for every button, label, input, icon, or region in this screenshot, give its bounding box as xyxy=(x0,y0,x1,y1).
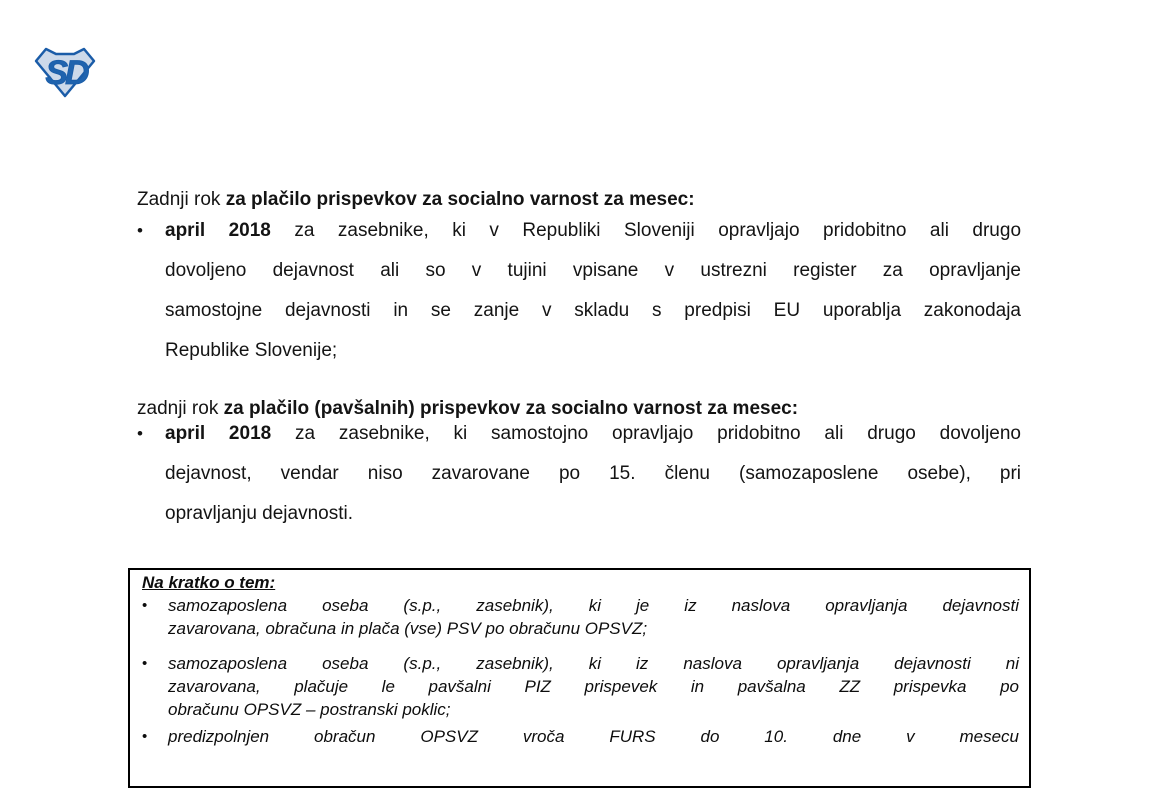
bullet-april-primary xyxy=(137,211,1021,371)
summary-box xyxy=(128,568,1031,788)
company-logo xyxy=(33,46,97,98)
summary-box-title: Na kratko o tem: xyxy=(142,573,276,592)
bullet-bold-lead: april 2018 xyxy=(165,423,272,444)
heading-bold-text: za plačilo (pavšalnih) prispevkov za socialno varnost za mesec: xyxy=(223,398,799,419)
heading-normal-text: zadnji rok xyxy=(137,398,224,419)
summary-bullet-clipped xyxy=(142,725,1019,748)
deadline-heading-primary xyxy=(137,188,1021,212)
text-line: dovoljeno dejavnost ali so v tujini vpisane v ustrezni register za opravljanje xyxy=(165,260,1021,281)
summary-bullet xyxy=(142,652,1019,721)
bullet-line-rest: za zasebnike, ki samostojno opravljajo pridobitno ali drugo dovoljeno xyxy=(271,423,1021,444)
bullet-icon: • xyxy=(142,655,148,672)
text-line xyxy=(165,414,1021,454)
text-line: zavarovana, plačuje le pavšalni PIZ prispevek in pavšalna ZZ prispevka po xyxy=(168,677,1019,696)
bullet-icon: • xyxy=(137,221,143,240)
bullet-icon: • xyxy=(137,424,143,443)
text-line: dejavnost, vendar niso zavarovane po 15. členu (samozaposlene osebe), pri xyxy=(165,463,1021,484)
bullet-icon: • xyxy=(142,597,148,614)
text-line: samostojne dejavnosti in se zanje v skladu s predpisi EU uporablja zakonodaja xyxy=(165,300,1021,321)
text-line xyxy=(165,211,1021,251)
text-line: predizpolnjen obračun OPSVZ vroča FURS do 10. dne v mesecu xyxy=(168,727,1019,746)
bullet-line-rest: za zasebnike, ki v Republiki Sloveniji opravljajo pridobitno ali drugo xyxy=(270,220,1022,241)
bullet-bold-lead: april 2018 xyxy=(165,220,271,241)
logo-letters: SD xyxy=(45,54,87,92)
text-line: samozaposlena oseba (s.p., zasebnik), ki iz naslova opravljanja dejavnosti ni xyxy=(168,654,1019,673)
text-line: obračunu OPSVZ – postranski poklic; xyxy=(168,700,451,719)
bullet-text xyxy=(168,652,1019,721)
text-line: samozaposlena oseba (s.p., zasebnik), ki je iz naslova opravljanja dejavnosti xyxy=(168,596,1019,615)
bullet-text xyxy=(168,725,1019,748)
text-line: zavarovana, obračuna in plača (vse) PSV po obračunu OPSVZ; xyxy=(168,619,648,638)
heading-normal-text: Zadnji rok xyxy=(137,189,226,210)
text-line: opravljanju dejavnosti. xyxy=(165,503,354,524)
summary-bullet xyxy=(142,594,1019,640)
sd-shield-icon xyxy=(33,46,97,98)
bullet-text xyxy=(165,414,1021,534)
bullet-april-secondary xyxy=(137,414,1021,534)
bullet-text xyxy=(168,594,1019,640)
heading-bold-text: za plačilo prispevkov za socialno varnost za mesec: xyxy=(225,189,695,210)
text-line: Republike Slovenije; xyxy=(165,340,338,361)
bullet-text xyxy=(165,211,1021,371)
bullet-icon: • xyxy=(142,728,148,745)
